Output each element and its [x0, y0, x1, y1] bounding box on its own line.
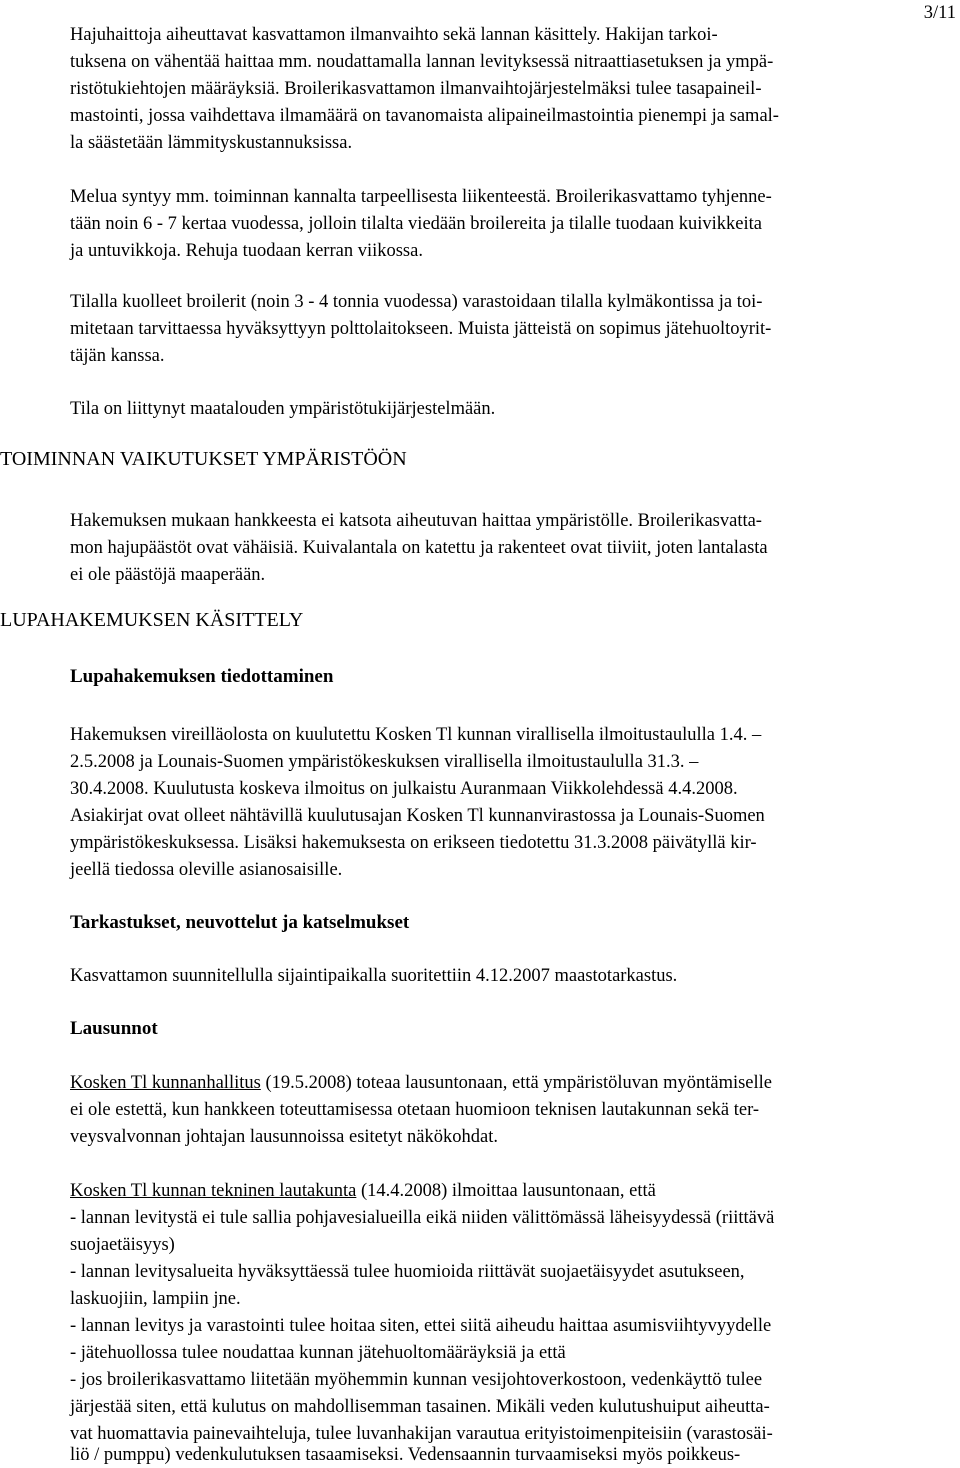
text-line: 2.5.2008 ja Lounais-Suomen ympäristökeskuksen virallisella ilmoitustaululla 31.3. –	[70, 752, 699, 772]
text-line: vat huomattavia painevaihteluja, tulee luvanhakijan varautua erityistoimenpiteisiin (varastosäi-	[70, 1424, 773, 1444]
text-fragment: (14.4.2008) ilmoittaa lausuntonaan, että	[356, 1181, 656, 1201]
text-line: veysvalvonnan johtajan lausunnoissa esitetyt näkökohdat.	[70, 1127, 498, 1147]
organization-name: Kosken Tl kunnanhallitus	[70, 1073, 261, 1093]
text-fragment: (19.5.2008) toteaa lausuntonaan, että ympäristöluvan myöntämiselle	[260, 1073, 773, 1093]
subheading-inspections: Tarkastukset, neuvottelut ja katselmukset	[70, 912, 410, 933]
text-line: suojaetäisyys)	[70, 1235, 175, 1255]
paragraph-support-system: Tila on liittynyt maatalouden ympäristötukijärjestelmään.	[70, 399, 496, 419]
text-line: 30.4.2008. Kuulutusta koskeva ilmoitus on julkaistu Auranmaan Viikkolehdessä 4.4.2008.	[70, 779, 738, 799]
text-line: mitetaan tarvittaessa hyväksyttyyn polttolaitokseen. Muista jätteistä on sopimus jätehuoltoyrit-	[70, 319, 772, 339]
subheading-announcement: Lupahakemuksen tiedottaminen	[70, 666, 334, 687]
text-line: laskuojiin, lampiin jne.	[70, 1289, 241, 1309]
subheading-statements: Lausunnot	[70, 1018, 158, 1039]
text-line: järjestää siten, että kulutus on mahdollisemman tasainen. Mikäli veden kulutushuiput aiheutta-	[70, 1397, 770, 1417]
text-line: Asiakirjat ovat olleet nähtävillä kuulutusajan Kosken Tl kunnanvirastossa ja Lounais-Suomen	[70, 806, 765, 826]
text-line	[70, 1070, 772, 1096]
text-line: mastointi, jossa vaihdettava ilmamäärä on tavanomaista alipaineilmastointia pienempi ja samal-	[70, 106, 779, 126]
text-line: mon hajupäästöt ovat vähäisiä. Kuivalantala on katettu ja rakenteet ovat tiiviit, joten lantalasta	[70, 538, 768, 558]
text-line: Tilalla kuolleet broilerit (noin 3 - 4 tonnia vuodessa) varastoidaan tilalla kylmäkontissa ja toi-	[70, 292, 763, 312]
text-line: Hakemuksen vireilläolosta on kuulutettu Kosken Tl kunnan virallisella ilmoitustaululla 1.4. –	[70, 725, 762, 745]
text-line: ei ole päästöjä maaperään.	[70, 565, 266, 585]
text-line: Hajuhaittoja aiheuttavat kasvattamon ilmanvaihto sekä lannan käsittely. Hakijan tarkoi-	[70, 25, 718, 45]
text-line: - jätehuollossa tulee noudattaa kunnan jätehuoltomääräyksiä ja että	[70, 1343, 566, 1363]
text-line: la säästetään lämmityskustannuksissa.	[70, 133, 353, 153]
text-line: ja untuvikkoja. Rehuja tuodaan kerran viikossa.	[70, 241, 423, 261]
text-line: Melua syntyy mm. toiminnan kannalta tarpeellisesta liikenteestä. Broilerikasvattamo tyhjenne-	[70, 187, 772, 207]
text-line: - lannan levitys ja varastointi tulee hoitaa siten, ettei siitä aiheudu haittaa asumisviihtyvyydelle	[70, 1316, 772, 1336]
text-line: täjän kanssa.	[70, 346, 165, 366]
text-line: Hakemuksen mukaan hankkeesta ei katsota aiheutuvan haittaa ympäristölle. Broilerikasvatta-	[70, 511, 762, 531]
text-line: liö / pumppu) vedenkulutuksen tasaamiseksi. Vedensaannin turvaamiseksi myös poikkeus-	[70, 1445, 741, 1465]
text-line: ristötukiehtojen määräyksiä. Broilerikasvattamon ilmanvaihtojärjestelmäksi tulee tasapaineil-	[70, 79, 762, 99]
text-line: - jos broilerikasvattamo liitetään myöhemmin kunnan vesijohtoverkostoon, vedenkäyttö tulee	[70, 1370, 763, 1390]
text-line: tuksena on vähentää haittaa mm. noudattamalla lannan levityksessä nitraattiasetuksen ja ympä-	[70, 52, 774, 72]
text-line: jeellä tiedossa oleville asianosaisille.	[70, 860, 343, 880]
text-line: - lannan levitystä ei tule sallia pohjavesialueilla eikä niiden välittömässä läheisyydessä (riittävä	[70, 1208, 775, 1228]
text-line	[70, 1178, 656, 1204]
section-heading-application-processing: LUPAHAKEMUKSEN KÄSITTELY	[0, 609, 304, 631]
section-heading-environmental-effects: TOIMINNAN VAIKUTUKSET YMPÄRISTÖÖN	[0, 448, 407, 470]
text-line: tään noin 6 - 7 kertaa vuodessa, jolloin tilalta viedään broilereita ja tilalle tuodaan kuivikkeita	[70, 214, 762, 234]
page-number: 3/11	[923, 3, 956, 23]
text-line: - lannan levitysalueita hyväksyttäessä tulee huomioida riittävät suojaetäisyydet asutukseen,	[70, 1262, 745, 1282]
text-line: ei ole estettä, kun hankkeen toteuttamisessa otetaan huomioon teknisen lautakunnan sekä ter-	[70, 1100, 760, 1120]
paragraph-inspection: Kasvattamon suunnitellulla sijaintipaikalla suoritettiin 4.12.2007 maastotarkastus.	[70, 966, 678, 986]
organization-name: Kosken Tl kunnan tekninen lautakunta	[70, 1181, 357, 1201]
text-line: ympäristökeskuksessa. Lisäksi hakemuksesta on erikseen tiedotettu 31.3.2008 päivätyllä kir-	[70, 833, 757, 853]
